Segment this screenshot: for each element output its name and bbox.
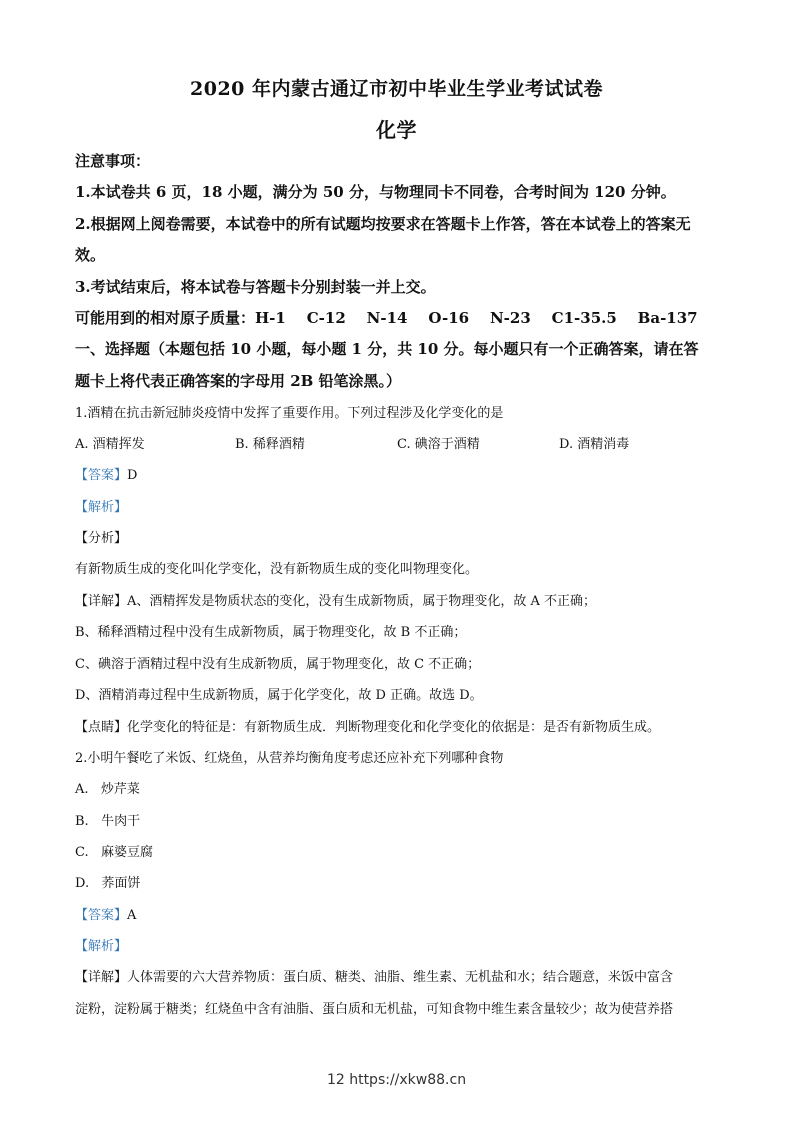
question-1-answer xyxy=(75,464,725,483)
question-2-option-d: D. 荞面饼 xyxy=(75,876,141,891)
question-2-option-b: B. 牛肉干 xyxy=(75,814,141,829)
notice-item-2-line-2: 效。 xyxy=(75,246,106,264)
option-c: C. 碘溶于酒精 xyxy=(397,437,480,452)
answer-value: A xyxy=(127,908,137,923)
question-2-analysis-tag: 【解析】 xyxy=(75,939,128,954)
question-2-option-c: C. 麻婆豆腐 xyxy=(75,845,154,860)
answer-tag: 【答案】 xyxy=(75,468,128,483)
question-1-detail-2: B、稀释酒精过程中没有生成新物质，属于物理变化，故 B 不正确； xyxy=(75,625,467,640)
page-footer: 12 https://xkw88.cn xyxy=(326,1072,467,1088)
exam-title: 2020 年内蒙古通辽市初中毕业生学业考试试卷 xyxy=(190,78,603,100)
question-1-tip: 【点睛】化学变化的特征是：有新物质生成．判断物理变化和化学变化的依据是：是否有新物质生成。 xyxy=(75,720,661,735)
section-heading-line-2: 题卡上将代表正确答案的字母用 2B 铅笔涂黑。） xyxy=(75,372,402,390)
option-b: B. 稀释酒精 xyxy=(235,437,305,452)
question-1-detail-1: 【详解】A、酒精挥发是物质状态的变化，没有生成新物质，属于物理变化，故 A 不正确； xyxy=(75,594,597,609)
question-1-stem: 1.酒精在抗击新冠肺炎疫情中发挥了重要作用。下列过程涉及化学变化的是 xyxy=(75,406,504,421)
notice-item-3: 3.考试结束后，将本试卷与答题卡分别封装一并上交。 xyxy=(75,278,436,296)
option-a: A. 酒精挥发 xyxy=(75,437,145,452)
notice-item-2-line-1: 2.根据网上阅卷需要，本试卷中的所有试题均按要求在答题卡上作答，答在本试卷上的答案无 xyxy=(75,215,691,233)
question-1-fenxi-text: 有新物质生成的变化叫化学变化，没有新物质生成的变化叫物理变化。 xyxy=(75,562,479,577)
question-1-options xyxy=(75,433,725,451)
answer-value: D xyxy=(127,468,138,483)
question-1-fenxi-tag: 【分析】 xyxy=(75,531,128,546)
section-heading-line-1: 一、选择题（本题包括 10 小题，每小题 1 分，共 10 分。每小题只有一个正确答案，请在答 xyxy=(75,340,699,358)
question-2-answer xyxy=(75,904,725,923)
question-2-stem: 2.小明午餐吃了米饭、红烧鱼，从营养均衡角度考虑还应补充下列哪种食物 xyxy=(75,751,504,766)
question-1-detail-3: C、碘溶于酒精过程中没有生成新物质，属于物理变化，故 C 不正确； xyxy=(75,657,481,672)
question-2-option-a: A. 炒芹菜 xyxy=(75,782,140,797)
answer-tag: 【答案】 xyxy=(75,908,128,923)
question-1-detail-4: D、酒精消毒过程中生成新物质，属于化学变化，故 D 正确。故选 D。 xyxy=(75,688,483,703)
notice-heading: 注意事项： xyxy=(75,152,151,170)
atomic-mass-line: 可能用到的相对原子质量：H-1 C-12 N-14 O-16 N-23 C1-35.5 Ba-137 xyxy=(75,309,698,327)
question-2-detail-2: 淀粉，淀粉属于糖类；红烧鱼中含有油脂、蛋白质和无机盐，可知食物中维生素含量较少；故为使营养搭 xyxy=(75,1002,674,1017)
option-d: D. 酒精消毒 xyxy=(559,437,630,452)
question-2-detail-1: 【详解】人体需要的六大营养物质：蛋白质、糖类、油脂、维生素、无机盐和水；结合题意，米饭中富含 xyxy=(75,970,674,985)
notice-item-1: 1.本试卷共 6 页，18 小题，满分为 50 分，与物理同卡不同卷，合考时间为 120 分钟。 xyxy=(75,183,676,201)
subject-title: 化学 xyxy=(376,118,417,142)
question-1-analysis-tag: 【解析】 xyxy=(75,500,128,515)
